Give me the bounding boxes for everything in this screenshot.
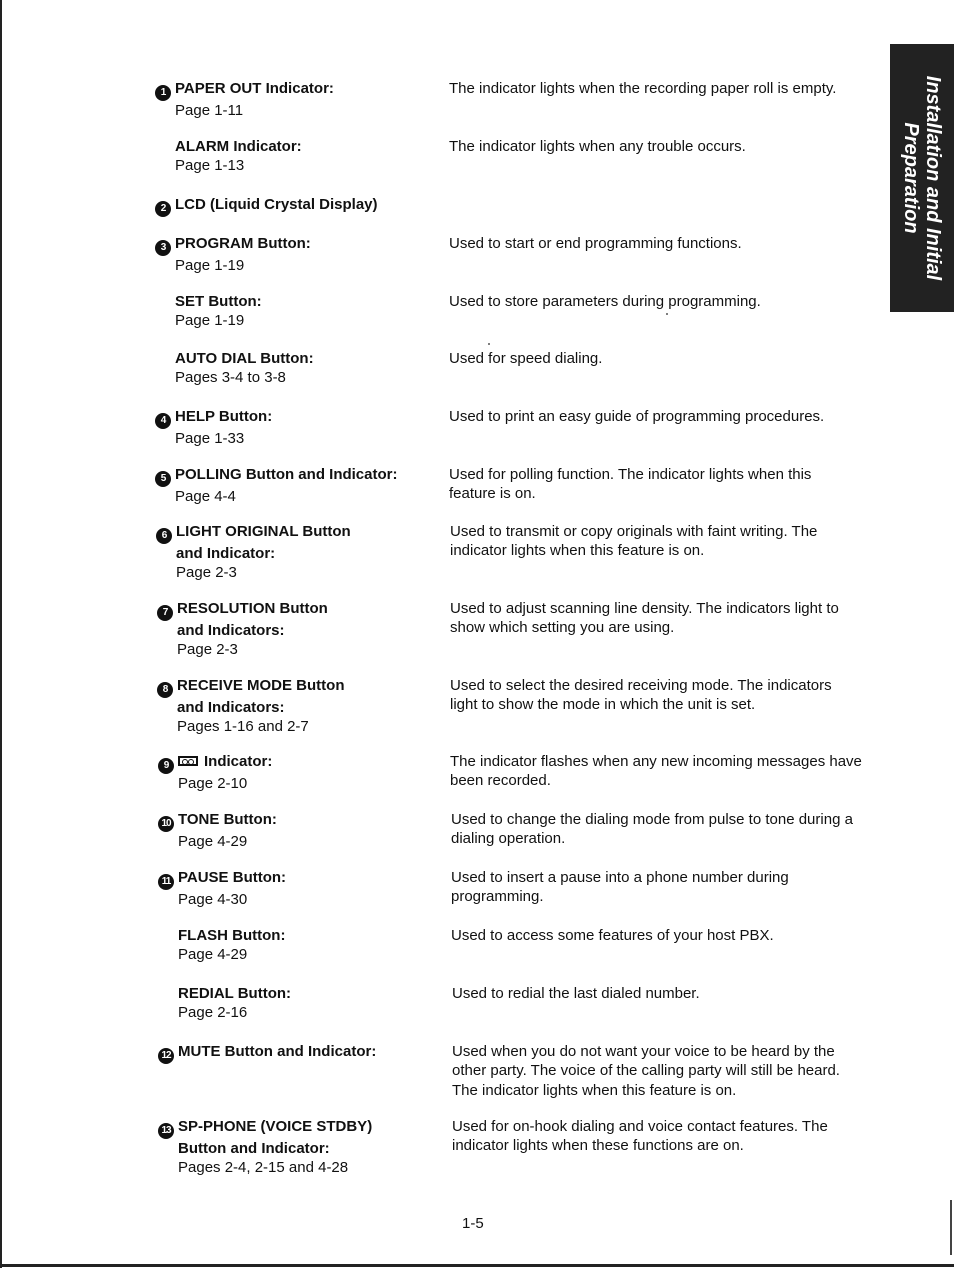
entry-label: [156, 522, 446, 583]
number-badge-icon: 1: [155, 85, 171, 101]
entry-heading: SET Button:: [175, 293, 262, 310]
page-right-edge-mark: [950, 1200, 952, 1255]
entry-description: Used to store parameters during programming.: [449, 293, 761, 310]
number-badge-icon: 8: [157, 682, 173, 698]
number-badge-icon: 3: [155, 240, 171, 256]
entry-description: Used to start or end programming functions.: [449, 235, 742, 252]
entry-page-ref: Page 2-16: [178, 1004, 248, 1022]
entry-label: [157, 676, 447, 737]
entry-heading: 2 LCD (Liquid Crystal Display): [155, 195, 445, 217]
entry-description: The indicator lights when the recording paper roll is empty.: [449, 80, 837, 97]
entry-description: Used to access some features of your host PBX.: [451, 927, 774, 944]
entry-description: Used for polling function. The indicator lights when this feature is on.: [449, 466, 812, 503]
entry-label: [155, 79, 445, 120]
entry-label: [178, 984, 468, 1023]
page-bottom-edge: [0, 1264, 954, 1267]
entry-description: Used to print an easy guide of programming procedures.: [449, 408, 825, 425]
entry-page-ref: Page 1-11: [175, 102, 244, 119]
entry-description: Used to transmit or copy originals with faint writing. The indicator lights when this feature is on.: [450, 523, 818, 560]
section-tab-text: [900, 48, 944, 308]
entry-heading: 13 SP-PHONE (VOICE STDBY): [158, 1117, 448, 1139]
entry-description: Used to redial the last dialed number.: [452, 985, 700, 1002]
entry-heading: 10 TONE Button:: [158, 810, 448, 832]
entry-heading: REDIAL Button:: [178, 985, 292, 1002]
entry-heading: FLASH Button:: [178, 927, 286, 944]
entry-label: [155, 234, 445, 275]
entry-heading: 8 RECEIVE MODE Button: [157, 676, 447, 698]
entry-page-ref: Page 1-13: [175, 157, 245, 175]
entry-heading: 3 PROGRAM Button:: [155, 234, 445, 256]
entry-label: [158, 752, 448, 793]
entry-description: The indicator flashes when any new incoming messages have been recorded.: [450, 753, 862, 790]
entry-page-ref: Page 4-29: [178, 833, 248, 850]
entry-description: Used to insert a pause into a phone number during programming.: [451, 869, 789, 906]
entry-heading-line-2: and Indicators:: [177, 622, 285, 639]
entry-label: [155, 407, 445, 448]
number-badge-icon: 2: [155, 201, 171, 217]
scan-speck: [488, 343, 490, 345]
entry-label: [158, 868, 448, 909]
section-tab-line-2: Preparation: [900, 122, 922, 234]
entry-heading: 11 PAUSE Button:: [158, 868, 448, 890]
number-badge-icon: 11: [158, 874, 174, 890]
entry-heading: 9 Indicator:: [158, 752, 448, 774]
entry-page-ref: Page 2-3: [177, 641, 238, 659]
entry-heading: 6 LIGHT ORIGINAL Button: [156, 522, 446, 544]
entry-label: [157, 599, 447, 660]
section-tab-line-1: Installation and Initial: [922, 75, 944, 281]
entry-heading: AUTO DIAL Button:: [175, 350, 314, 367]
section-side-tab: [890, 44, 954, 312]
entry-description: Used when you do not want your voice to be heard by the other party. The voice of the calling party will still be heard. The indicator lights when this feature is on.: [452, 1043, 840, 1099]
entry-heading: 5 POLLING Button and Indicator:: [155, 465, 445, 487]
entry-page-ref: Page 2-3: [176, 564, 237, 582]
entry-description: Used to select the desired receiving mode. The indicators light to show the mode in which the unit is set.: [450, 677, 832, 714]
entry-label: [155, 465, 445, 506]
entry-description: The indicator lights when any trouble occurs.: [449, 138, 746, 155]
entry-heading-line-2: and Indicators:: [177, 699, 285, 716]
entry-description: Used for speed dialing.: [449, 350, 603, 367]
entry-page-ref: Page 2-10: [178, 775, 248, 792]
entry-page-ref: Pages 2-4, 2-15 and 4-28: [178, 1159, 349, 1177]
number-badge-icon: 5: [155, 471, 171, 487]
entry-label: [175, 292, 465, 331]
page-left-edge: [0, 0, 2, 1268]
entry-heading: ALARM Indicator:: [175, 138, 302, 155]
number-badge-icon: 9: [158, 758, 174, 774]
number-badge-icon: 4: [155, 413, 171, 429]
entry-page-ref: Page 1-19: [175, 312, 245, 330]
entry-heading: 1 PAPER OUT Indicator:: [155, 79, 445, 101]
message-tape-icon: [178, 756, 198, 766]
number-badge-icon: 7: [157, 605, 173, 621]
entry-page-ref: Page 1-19: [175, 257, 245, 274]
number-badge-icon: 12: [158, 1048, 174, 1064]
entry-description: Used to change the dialing mode from pulse to tone during a dialing operation.: [451, 811, 853, 848]
entry-heading: 4 HELP Button:: [155, 407, 445, 429]
entry-label: [175, 137, 465, 176]
number-badge-icon: 10: [158, 816, 174, 832]
page-number: 1-5: [462, 1215, 484, 1232]
entry-page-ref: Page 4-29: [178, 946, 248, 964]
number-badge-icon: 13: [158, 1123, 174, 1139]
entry-heading-line-2: and Indicator:: [176, 545, 276, 562]
number-badge-icon: 6: [156, 528, 172, 544]
entry-label: [158, 1042, 448, 1064]
entry-label: [158, 810, 448, 851]
entry-page-ref: Pages 1-16 and 2-7: [177, 718, 309, 736]
entry-description: Used to adjust scanning line density. The indicators light to show which setting you are using.: [450, 600, 839, 637]
entry-label: [178, 926, 468, 965]
entry-heading-line-2: Button and Indicator:: [178, 1140, 330, 1157]
entry-label: [158, 1117, 448, 1178]
scan-speck: [666, 313, 668, 315]
entry-label: [175, 349, 465, 388]
entry-page-ref: Page 1-33: [175, 430, 245, 447]
entry-page-ref: Pages 3-4 to 3-8: [175, 369, 286, 387]
entry-page-ref: Page 4-30: [178, 891, 248, 908]
entry-description: Used for on-hook dialing and voice contact features. The indicator lights when these functions are on.: [452, 1118, 828, 1155]
entry-page-ref: Page 4-4: [175, 488, 236, 505]
entry-heading: 7 RESOLUTION Button: [157, 599, 447, 621]
entry-label: [155, 195, 445, 217]
entry-heading: 12 MUTE Button and Indicator:: [158, 1042, 448, 1064]
